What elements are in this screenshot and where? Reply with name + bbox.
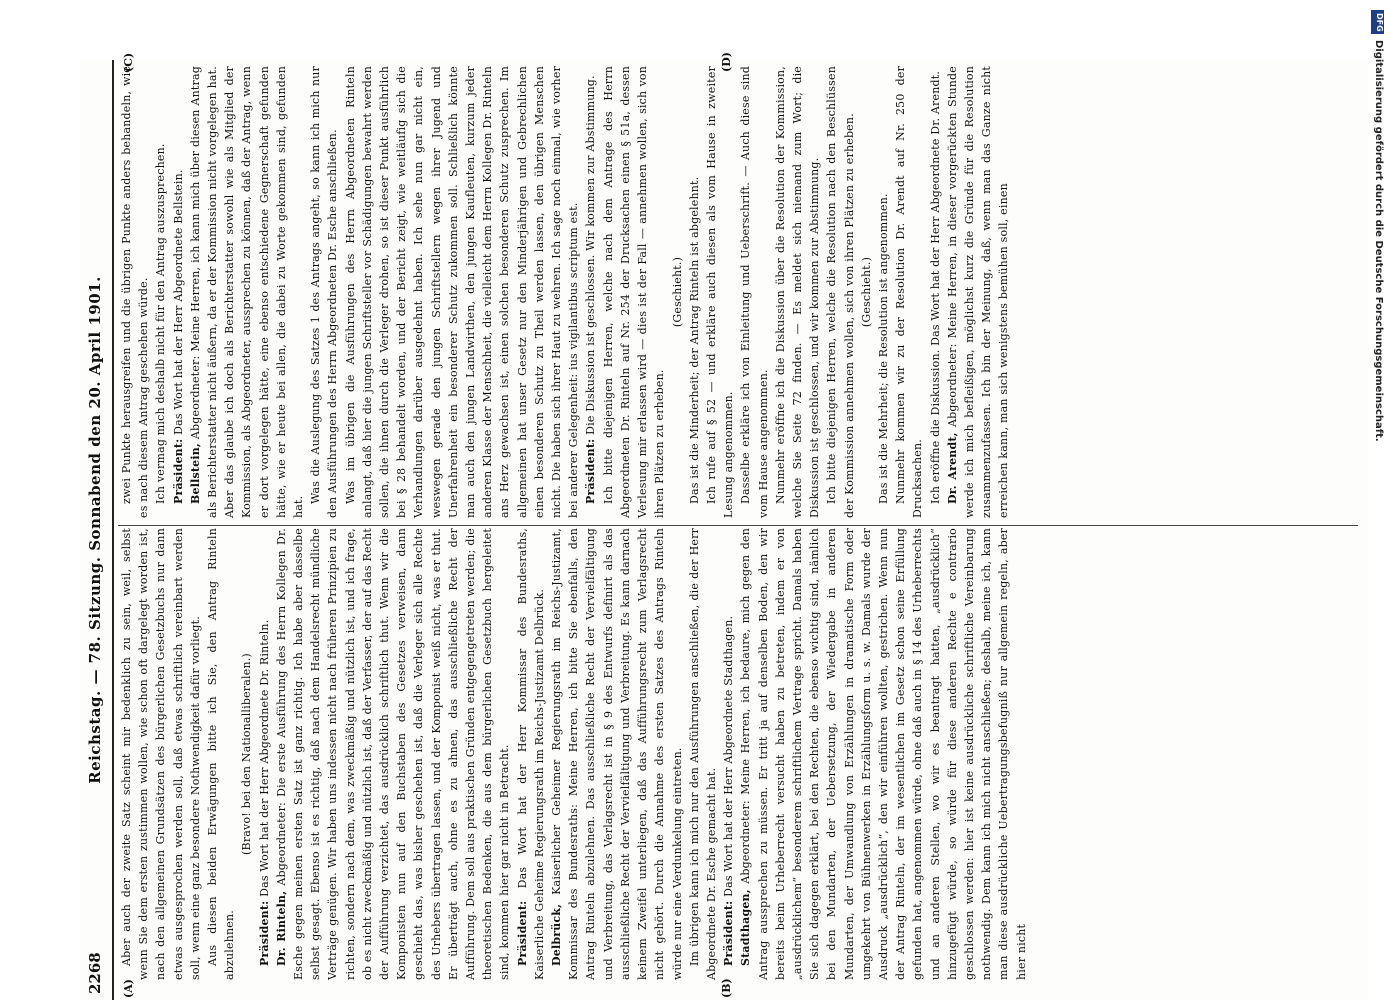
speech-text: Abgeordneter: Meine Herren, in dieser vorgerückten Stunde werde ich mich befleißigen, möglichst kurz die Gründe für die Resolution zusammenzufassen. Ich bin der Meinung, daß, wenn man das Ganze nicht erreichen kann, man sich wenigstens bemühen soll, einen [945, 66, 1011, 518]
paragraph: Ich rufe auf § 52 — und erkläre auch diesen als vom Hause in zweiter Lesung angenommen. [704, 66, 736, 518]
left-column [118, 528, 1358, 980]
paragraph: Das ist die Minderheit; der Antrag Rinteln ist abgelehnt. [687, 176, 701, 504]
speech-paragraph [273, 528, 514, 980]
paragraph: Nunmehr eröffne ich die Diskussion über die Resolution der Kommission, welche Sie Seite 72 finden. — Es meldet sich niemand zum Wort; die Diskussion ist geschlossen, und wir kommen zur Abstimmung. [773, 66, 822, 518]
margin-marker-b: (B) [720, 978, 733, 998]
speech-paragraph [187, 66, 307, 518]
speech-text: Das Wort hat der Herr Abgeordnete Bellstein. [171, 169, 185, 439]
column-divider [118, 525, 1358, 526]
margin-marker-c: (C) [122, 52, 135, 72]
speech-text: Das Wort hat der Herr Kommissar des Bundesraths, Kaiserliche Geheime Regierungsrath im Reichs-Justizamt Delbrück. [515, 528, 546, 980]
paragraph: Aus diesen beiden Erwägungen bitte ich Sie, den Antrag Rinteln abzulehnen. [206, 528, 237, 980]
header-rule [112, 60, 114, 1000]
paragraph: Was die Auslegung des Satzes 1 des Antrags angeht, so kann ich mich nur den Ausführungen des Herrn Abgeordneten Dr. Esche anschließen. [309, 66, 340, 518]
right-column [118, 66, 1358, 518]
page-title: Reichstag. — 78. Sitzung. Sonnabend den 20. April 1901. [86, 276, 104, 784]
speech-text: Abgeordneter: Meine Herren, ich bedaure, mich gegen den Antrag aussprechen zu müssen. Er tritt ja auf denselben Boden, den wir bereits beim Urheberrecht versucht haben zu betreten, indem er von „ausdrücklichem“ besonderem schriftlichem Vertrage spricht. Damals haben Sie sich dagegen erklärt, bei den Rechten, die ebenso wichtig sind, nämlich bei den Mundarten, der Uebersetzung, der Wiedergabe in anderen Mundarten, der Umwandlung von Erzählungen in dramatische Form oder umgekehrt von Bühnenwerken in Erzählungsform u. s. w. Damals wurde der Ausdruck „ausdrücklich“, den wir einführen wollten, gestrichen. Wenn nun der Antrag Rinteln, der im wesentlichen im Gesetz schon seine Erfüllung gefunden hat, angenommen würde, ohne daß auch in § 14 des Urheberrechts und an anderen Stellen, wo wir es beantragt hatten, „ausdrücklich“ hinzugefügt würde, so würde für diese anderen Rechte e contrario geschlossen werden: hier ist keine ausdrückliche schriftliche Vereinbarung nothwendig. Dem kann ich mich nicht anschließen; deshalb, meine ich, kann man diese ausdrückliche Uebertragungsbefugniß nur allgemein regeln, aber hier nicht [739, 528, 1028, 980]
speech-text: Das Wort hat der Herr Abgeordnete Stadthagen. [722, 615, 736, 901]
speech-paragraph [256, 528, 273, 980]
speaker-name: Präsident: [171, 438, 185, 504]
page-number: 2268 [86, 952, 104, 994]
digitization-credit: Digitalisierung gefördert durch die Deutsche Forschungsgemeinschaft. [1373, 40, 1384, 442]
paragraph: Aber auch der zweite Satz scheint mir bedenklich zu sein, weil, selbst wenn Sie dem ersten zustimmen wollen, wie schon oft dargelegt worden ist, nach den allgemeinen Grundsätzen des bürgerlichen Gesetzbuchs nur dann etwas ausgesprochen werden soll, daß etwas schriftlich vereinbart werden soll, wenn eine ganz besondere Nothwendigkeit dafür vorliegt. [120, 528, 202, 980]
speech-text: Abgeordneter: Die erste Ausführung des Herrn Kollegen Dr. Esche gegen meinen ersten Satz ist ganz richtig. Ich habe aber dasselbe selbst gesagt. Ebenso ist es richtig, daß nach dem Handelsrecht mündliche Verträge genügen. Wir haben uns indessen nicht nach früheren Prinzipien zu richten, sondern nach dem, was zweckmäßig und nützlich ist, und ich frage, ob es nicht zweckmäßig und nützlich ist, daß der Verfasser, der auf das Recht der Aufführung verzichtet, das ausdrücklich schriftlich thut. Wenn wir die Komponisten nun auf den Buchstaben des Gesetzes verweisen, dann geschieht das, was bisher geschehen ist, daß die Verleger sich alle Rechte des Urhebers übertragen lassen, und der Komponist weiß nicht, was er thut. Er überträgt auch, ohne es zu ahnen, das ausschließliche Recht der Aufführung. Dem soll aus praktischen Gründen entgegengetreten werden; die theoretischen Bedenken, die aus dem bürgerlichen Gesetzbuch hergeleitet sind, kommen hier gar nicht in Betracht. [274, 528, 512, 980]
speech-paragraph [720, 528, 737, 980]
page-header [80, 60, 114, 1000]
speech-paragraph [514, 528, 548, 980]
rotated-newspaper-page [80, 52, 1370, 1000]
paragraph: Ich bitte diejenigen Herren, welche die Resolution nach den Beschlüssen der Kommission annehmen wollen, sich von ihren Plätzen zu erheben. [825, 66, 856, 518]
paragraph: Was im übrigen die Ausführungen des Herrn Abgeordneten Rinteln anlangt, daß hier die jungen Schriftsteller vor Schädigungen bewahrt werden sollen, die ihnen durch die Verleger drohen, so ist dieser Punkt ausführlich bei § 28 behandelt worden, und der Bericht zeigt, wie weitläufig sich die Verhandlungen darüber ausgedehnt haben. Ich sehe nun gar nicht ein, weswegen gerade den jungen Schriftstellern wegen ihrer Jugend und Unerfahrenheit ein besonderer Schutz zukommen soll. Schließlich könnte man auch den jungen Landwirthen, den jungen Kaufleuten, kurzum jeder anderen Klasse der Menschheit, die vielleicht dem Herrn Kollegen Dr. Rinteln ans Herz gewachsen ist, einen solchen besonderen Schutz zusprechen. Im allgemeinen hat unser Gesetz nur den Minderjährigen und Gebrechlichen einen besonderen Schutz zu Theil werden lassen, den übrigen Menschen nicht. Die haben sich ihrer Haut zu wehren. Ich sage noch einmal, wie vorher bei anderer Gelegenheit: ius vigilantibus scriptum est. [343, 66, 581, 518]
speaker-name: Präsident: [515, 900, 529, 966]
dfg-logo: DFG [1371, 10, 1384, 34]
paragraph: Dasselbe erkläre ich von Einleitung und Ueberschrift. — Auch diese sind vom Hause angenommen. [739, 66, 770, 518]
speaker-name: Präsident: [257, 900, 271, 966]
speaker-name: Bellstein, [188, 443, 202, 504]
speech-text: Kaiserlicher Geheimer Regierungsrath im Reichs-Justizamt, Kommissar des Bundesraths: Meine Herren, ich bitte Sie ebenfalls, den Antrag Rinteln abzulehnen. Das ausschließliche Recht der Vervielfältigung und Verbreitung, das Verlagsrecht ist in § 9 des Entwurfs definirt als das ausschließliche Recht der Vervielfältigung und Verbreitung. Es kann darnach keinem Zweifel unterliegen, daß das Aufführungsrecht zum Verlagsrecht nicht gehört. Durch die Annahme des ersten Satzes des Antrags Rinteln würde nur eine Verdunkelung eintreten. [550, 528, 684, 980]
speech-paragraph [170, 66, 187, 518]
margin-marker-a: (A) [122, 979, 135, 998]
paragraph: Ich bitte diejenigen Herren, welche nach dem Antrage des Herrn Abgeordneten Dr. Rinteln auf Nr. 254 der Drucksachen einen § 51a, dessen Verlesung mir erlassen wird — dies ist der Fall — annehmen wollen, sich von ihren Plätzen zu erheben. [601, 66, 667, 518]
speaker-name: Präsident: [722, 900, 736, 966]
speech-text: Abgeordneter: Meine Herren, ich kann mich über diesen Antrag als Berichterstatter nicht äußern, da er der Kommission nicht vorgelegen hat. Aber das glaube ich doch als Berichterstatter sowohl wie als Mitglied der Kommission, als Abgeordneter, aussprechen zu können, daß der Antrag, wenn er dort vorgelegen hätte, eine ebenso entschiedene Gegnerschaft gefunden hätte, wie er heute bei allen, die dabei zu Worte gekommen sind, gefunden hat. [188, 66, 306, 518]
speech-paragraph [944, 66, 1013, 518]
speech-text: Die Diskussion ist geschlossen. Wir kommen zur Abstimmung. [584, 75, 598, 439]
paragraph: zwei Punkte herausgreifen und die übrigen Punkte anders behandeln, wie es nach diesem Antrag geschehen würde. [120, 66, 151, 518]
paragraph: Ich vermag mich deshalb nicht für den Antrag auszusprechen. [154, 143, 168, 504]
procedural-note: (Geschieht.) [670, 256, 684, 328]
paragraph: Im übrigen kann ich mich nur den Ausführungen anschließen, die der Herr Abgeordnete Dr. Esche gemacht hat. [687, 528, 718, 980]
speech-text: Das Wort hat der Herr Abgeordnete Dr. Rinteln. [257, 619, 271, 901]
procedural-note: (Geschieht.) [859, 256, 873, 328]
speech-paragraph [548, 528, 686, 980]
speaker-name: Präsident: [584, 438, 598, 504]
speaker-name: Stadthagen, [739, 889, 753, 966]
applause-note: (Bravo! bei den Nationalliberalen.) [240, 653, 254, 855]
speaker-name: Dr. Arendt, [945, 432, 959, 504]
margin-marker-d: (D) [720, 52, 733, 72]
paragraph: Das ist die Mehrheit; die Resolution ist angenommen. [876, 193, 890, 504]
speech-paragraph [737, 528, 1029, 980]
speaker-name: Delbrück, [550, 903, 564, 966]
speech-paragraph [582, 66, 599, 518]
paragraph: Nunmehr kommen wir zu der Resolution Dr. Arendt auf Nr. 250 der Drucksachen. [894, 66, 925, 518]
paragraph: Ich eröffne die Diskussion. Das Wort hat der Herr Abgeordnete Dr. Arendt. [928, 70, 942, 504]
speaker-name: Dr. Rinteln, [274, 890, 288, 966]
